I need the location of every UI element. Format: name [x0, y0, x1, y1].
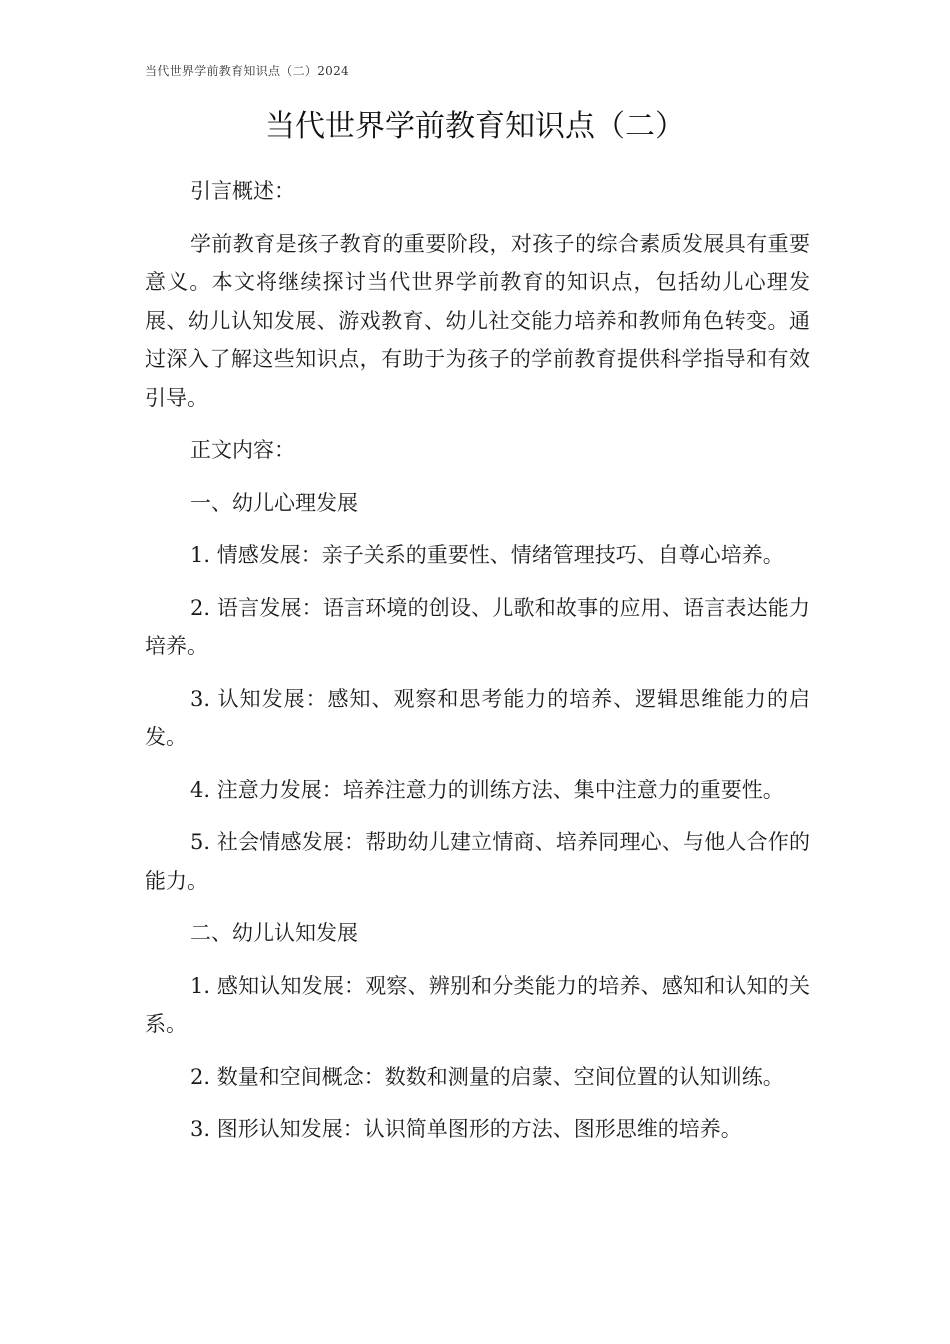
body-label: 正文内容：	[190, 438, 295, 462]
document-body	[145, 172, 810, 1163]
intro-paragraph: 学前教育是孩子教育的重要阶段，对孩子的综合素质发展具有重要意义。本文将继续探讨当代世界学前教育的知识点，包括幼儿心理发展、幼儿认知发展、游戏教育、幼儿社交能力培养和教师角色转变。通过深入了解这些知识点，有助于为孩子的学前教育提供科学指导和有效引导。	[145, 231, 810, 410]
document-title: 当代世界学前教育知识点（二）	[265, 109, 685, 144]
section-heading: 一、幼儿心理发展	[190, 490, 358, 515]
list-item: 1. 情感发展：亲子关系的重要性、情绪管理技巧、自尊心培养。	[190, 543, 784, 567]
running-header: 当代世界学前教育知识点（二）2024	[145, 64, 349, 78]
intro-label: 引言概述：	[190, 179, 295, 203]
list-item: 5. 社会情感发展：帮助幼儿建立情商、培养同理心、与他人合作的能力。	[145, 830, 810, 893]
list-item: 2. 语言发展：语言环境的创设、儿歌和故事的应用、语言表达能力培养。	[145, 595, 810, 658]
list-item: 3. 图形认知发展：认识简单图形的方法、图形思维的培养。	[190, 1117, 742, 1141]
list-item: 2. 数量和空间概念：数数和测量的启蒙、空间位置的认知训练。	[190, 1064, 784, 1089]
list-item: 1. 感知认知发展：观察、辨别和分类能力的培养、感知和认知的关系。	[145, 973, 810, 1036]
list-item: 4. 注意力发展：培养注意力的训练方法、集中注意力的重要性。	[190, 777, 784, 802]
section-heading: 二、幼儿认知发展	[190, 921, 358, 945]
list-item: 3. 认知发展：感知、观察和思考能力的培养、逻辑思维能力的启发。	[145, 686, 810, 749]
